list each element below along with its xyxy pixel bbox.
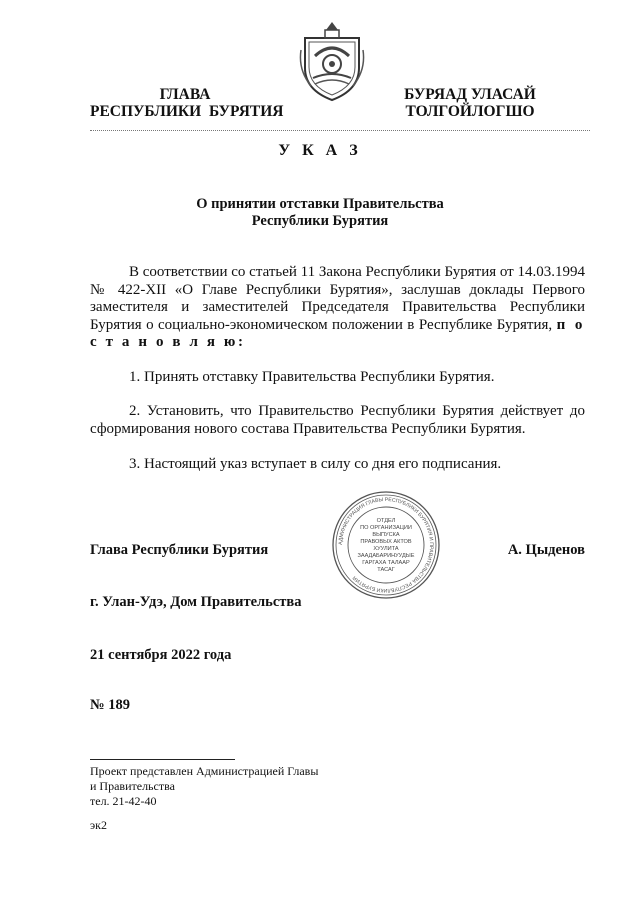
stamp-inner-line: ЗААДАБАРИНУУДЫЕ <box>357 553 415 559</box>
signatory-name: А. Цыденов <box>507 542 585 558</box>
stamp-ring-text: АДМИНИСТРАЦИЯ ГЛАВЫ РЕСПУБЛИКИ БУРЯТИЯ И ПРАВИТЕЛЬСТВА РЕСПУБЛИКИ БУРЯТИЯ <box>337 496 435 594</box>
decree-word: п о с т а н о в л я ю: <box>90 316 585 350</box>
preamble-text: В соответствии со статьей 11 Закона Республики Бурятия от 14.03.1994 № 422-XII «О Главе Республики Бурятия», заслушав доклады Первого заместителя и заместителей Председателя Правительства Республики Бурятия о социально-экономическом положении в Республике Бурятия, <box>90 264 585 333</box>
subject-line2: Республики Бурятия <box>251 213 389 229</box>
header-left-line1: ГЛАВА <box>159 86 211 103</box>
document-subject <box>170 196 470 230</box>
header-divider <box>90 130 590 131</box>
header-right-line1: БУРЯАД УЛАСАЙ <box>404 86 536 103</box>
signatory-title: Глава Республики Бурятия <box>90 542 269 558</box>
official-stamp-icon <box>331 490 441 600</box>
stamp-inner-line: ХУУЛИТА <box>373 546 399 552</box>
stamp-inner-line: ГАРГАХА ТАЛААР <box>362 560 410 566</box>
decree-item: 1. Принять отставку Правительства Республики Бурятия. <box>129 369 495 385</box>
stamp-inner-line: ПО ОРГАНИЗАЦИИ <box>360 525 412 531</box>
document-type: У К А З <box>278 142 362 159</box>
decree-item: 2. Установить, что Правительство Республики Бурятия действует до сформирования нового состава Правительства Республики Бурятия. <box>90 403 585 437</box>
header-right <box>385 86 555 120</box>
header-left-line2: РЕСПУБЛИКИ БУРЯТИЯ <box>90 103 284 120</box>
preamble-paragraph <box>90 264 585 352</box>
decree-number: № 189 <box>90 697 130 713</box>
subject-line1: О принятии отставки Правительства <box>196 196 444 212</box>
stamp-inner-line: ПРАВОВЫХ АКТОВ <box>360 539 412 545</box>
footnote-line2: и Правительства <box>90 779 175 793</box>
stamp-inner-line: ВЫПУСКА <box>372 532 400 538</box>
footnote-phone: тел. 21-42-40 <box>90 794 157 808</box>
footnote <box>90 764 390 809</box>
coat-of-arms-icon <box>299 20 365 102</box>
header-right-line2: ТОЛГОЙЛОГШО <box>405 103 535 120</box>
footnote-divider <box>90 759 235 760</box>
stamp-inner-line: ТАСАГ <box>377 567 395 573</box>
signing-place: г. Улан-Удэ, Дом Правительства <box>90 594 302 610</box>
decree-item: 3. Настоящий указ вступает в силу со дня его подписания. <box>129 456 502 472</box>
signing-date: 21 сентября 2022 года <box>90 647 232 663</box>
document-code: эк2 <box>90 818 107 832</box>
footnote-line1: Проект представлен Администрацией Главы <box>90 764 319 778</box>
stamp-inner-line: ОТДЕЛ <box>376 518 396 524</box>
header-left <box>90 86 284 120</box>
